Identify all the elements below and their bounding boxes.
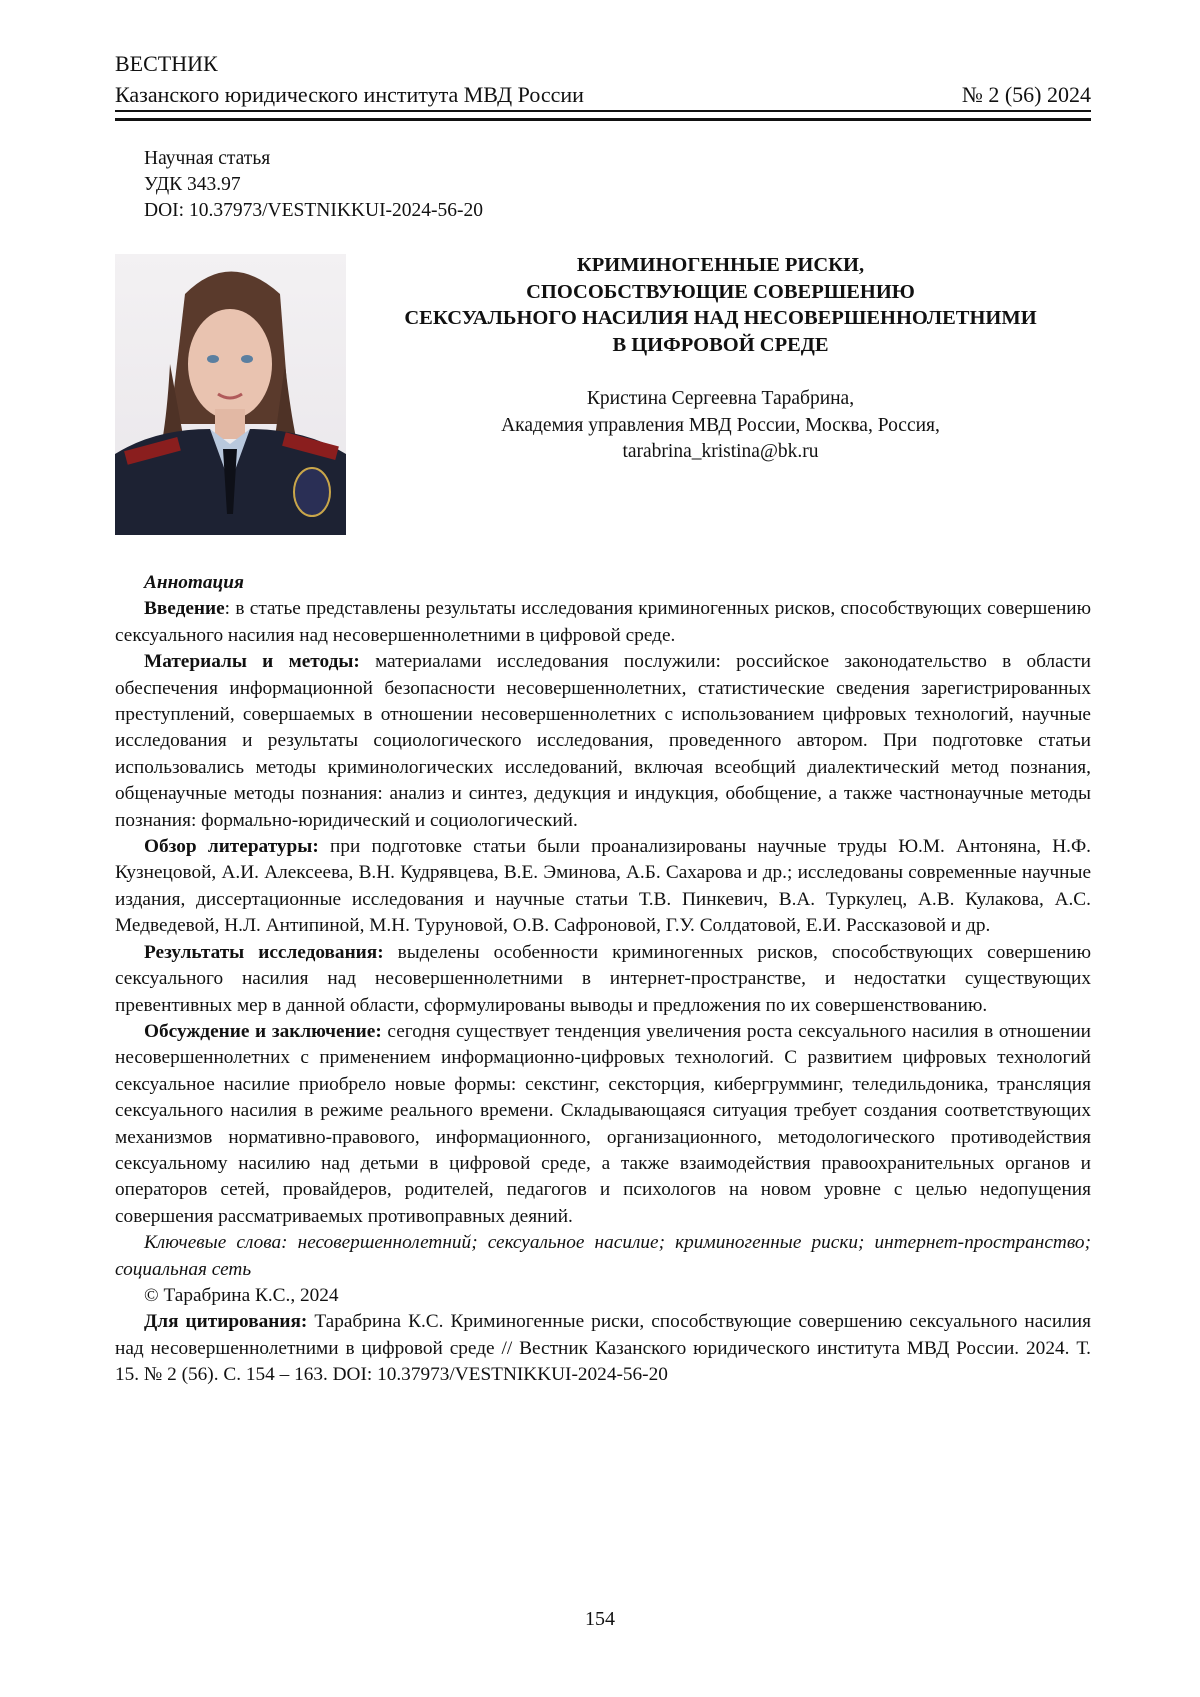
section-label: Обзор литературы:: [144, 836, 319, 857]
abstract-section: [115, 649, 1091, 834]
copyright: © Тарабрина К.С., 2024: [115, 1283, 1091, 1309]
doi: DOI: 10.37973/VESTNIKKUI-2024-56-20: [144, 198, 483, 224]
citation-label: Для цитирования:: [144, 1311, 307, 1332]
abstract-heading: Аннотация: [144, 572, 244, 593]
title-block: [350, 252, 1091, 466]
udk: УДК 343.97: [144, 172, 483, 198]
issue-number: № 2 (56) 2024: [962, 79, 1091, 110]
article-type: Научная статья: [144, 146, 483, 172]
title-line: КРИМИНОГЕННЫЕ РИСКИ,: [350, 252, 1091, 279]
journal-name-line2: Казанского юридического института МВД России: [115, 79, 584, 110]
author-affiliation: Академия управления МВД России, Москва, Россия,: [350, 413, 1091, 440]
section-label: Результаты исследования:: [144, 942, 384, 963]
author-name: Кристина Сергеевна Тарабрина,: [350, 386, 1091, 413]
title-line: В ЦИФРОВОЙ СРЕДЕ: [350, 332, 1091, 359]
citation: [115, 1309, 1091, 1388]
running-header: [115, 48, 1091, 110]
page-number: 154: [0, 1608, 1200, 1631]
author-email[interactable]: tarabrina_kristina@bk.ru: [350, 439, 1091, 466]
abstract-section: [115, 1019, 1091, 1230]
journal-name-line1: ВЕСТНИК: [115, 48, 1091, 79]
section-label: Материалы и методы:: [144, 651, 360, 672]
title-line: СПОСОБСТВУЮЩИЕ СОВЕРШЕНИЮ: [350, 279, 1091, 306]
section-label: Обсуждение и заключение:: [144, 1021, 382, 1042]
author-photo: [115, 254, 346, 535]
section-text: : в статье представлены результаты исследования криминогенных рисков, способствующих совершению сексуального насилия над несовершеннолетними в цифровой среде.: [115, 598, 1091, 645]
section-text: выделены особенности криминогенных рисков, способствующих совершению сексуального насилия над несовершеннолетними в интернет-пространстве, и недостатки существующих превентивных мер в данной области, сформулированы выводы и предложения по их совершенствованию.: [115, 942, 1091, 1016]
section-text: сегодня существует тенденция увеличения роста сексуального насилия в отношении несовершеннолетних с применением информационно-цифровых технологий. С развитием цифровых технологий сексуальное насилие приобрело новые формы: секстинг, сексторция, кибергрумминг, теледильдоника, трансляция сексуального насилия в режиме реального времени. Складывающаяся ситуация требует создания соответствующих механизмов нормативно-правового, информационного, организационного, методологического противодействия сексуальному насилию над детьми в цифровой среде, а также взаимодействия правоохранительных органов и операторов сетей, провайдеров, родителей, педагогов и психологов на новом уровне с целью недопущения совершения рассматриваемых противоправных деяний.: [115, 1021, 1091, 1227]
header-rule: [115, 110, 1091, 121]
abstract-section: [115, 596, 1091, 649]
abstract-section: [115, 834, 1091, 940]
section-label: Введение: [144, 598, 225, 619]
section-text: при подготовке статьи были проанализированы научные труды Ю.М. Антоняна, Н.Ф. Кузнецовой, А.И. Алексеева, В.Н. Кудрявцева, В.Е. Эминова, А.Б. Сахарова и др.; исследованы современные научные издания, диссертационные исследования и научные статьи Т.В. Пинкевич, В.А. Туркулец, А.В. Кулакова, А.С. Медведевой, Н.Л. Антипиной, М.Н. Туруновой, О.В. Сафроновой, Г.У. Солдатовой, Е.И. Рассказовой и др.: [115, 836, 1091, 936]
keywords: Ключевые слова: несовершеннолетний; сексуальное насилие; криминогенные риски; интернет-пространство; социальная сеть: [115, 1232, 1091, 1279]
author-info: [350, 386, 1091, 466]
abstract: [115, 570, 1091, 1389]
citation-text: Тарабрина К.С. Криминогенные риски, способствующие совершению сексуального насилия над несовершеннолетними в цифровой среде // Вестник Казанского юридического института МВД России. 2024. Т. 15. № 2 (56). С. 154 – 163. DOI: 10.37973/VESTNIKKUI-2024-56-20: [115, 1311, 1091, 1385]
section-text: материалами исследования послужили: российское законодательство в области обеспечения информационной безопасности несовершеннолетних, статистические сведения зарегистрированных преступлений, совершаемых в отношении несовершеннолетних с использованием цифровых технологий, научные исследования и результаты социологического исследования, проведенного автором. При подготовке статьи использовались методы криминологических исследований, включая всеобщий диалектический метод познания, общенаучные методы познания: анализ и синтез, дедукция и индукция, обобщение, а также частнонаучные методы познания: формально-юридический и социологический.: [115, 651, 1091, 830]
article-title: [350, 252, 1091, 358]
article-meta: [144, 146, 483, 224]
title-line: СЕКСУАЛЬНОГО НАСИЛИЯ НАД НЕСОВЕРШЕННОЛЕТНИМИ: [350, 305, 1091, 332]
abstract-section: [115, 940, 1091, 1019]
